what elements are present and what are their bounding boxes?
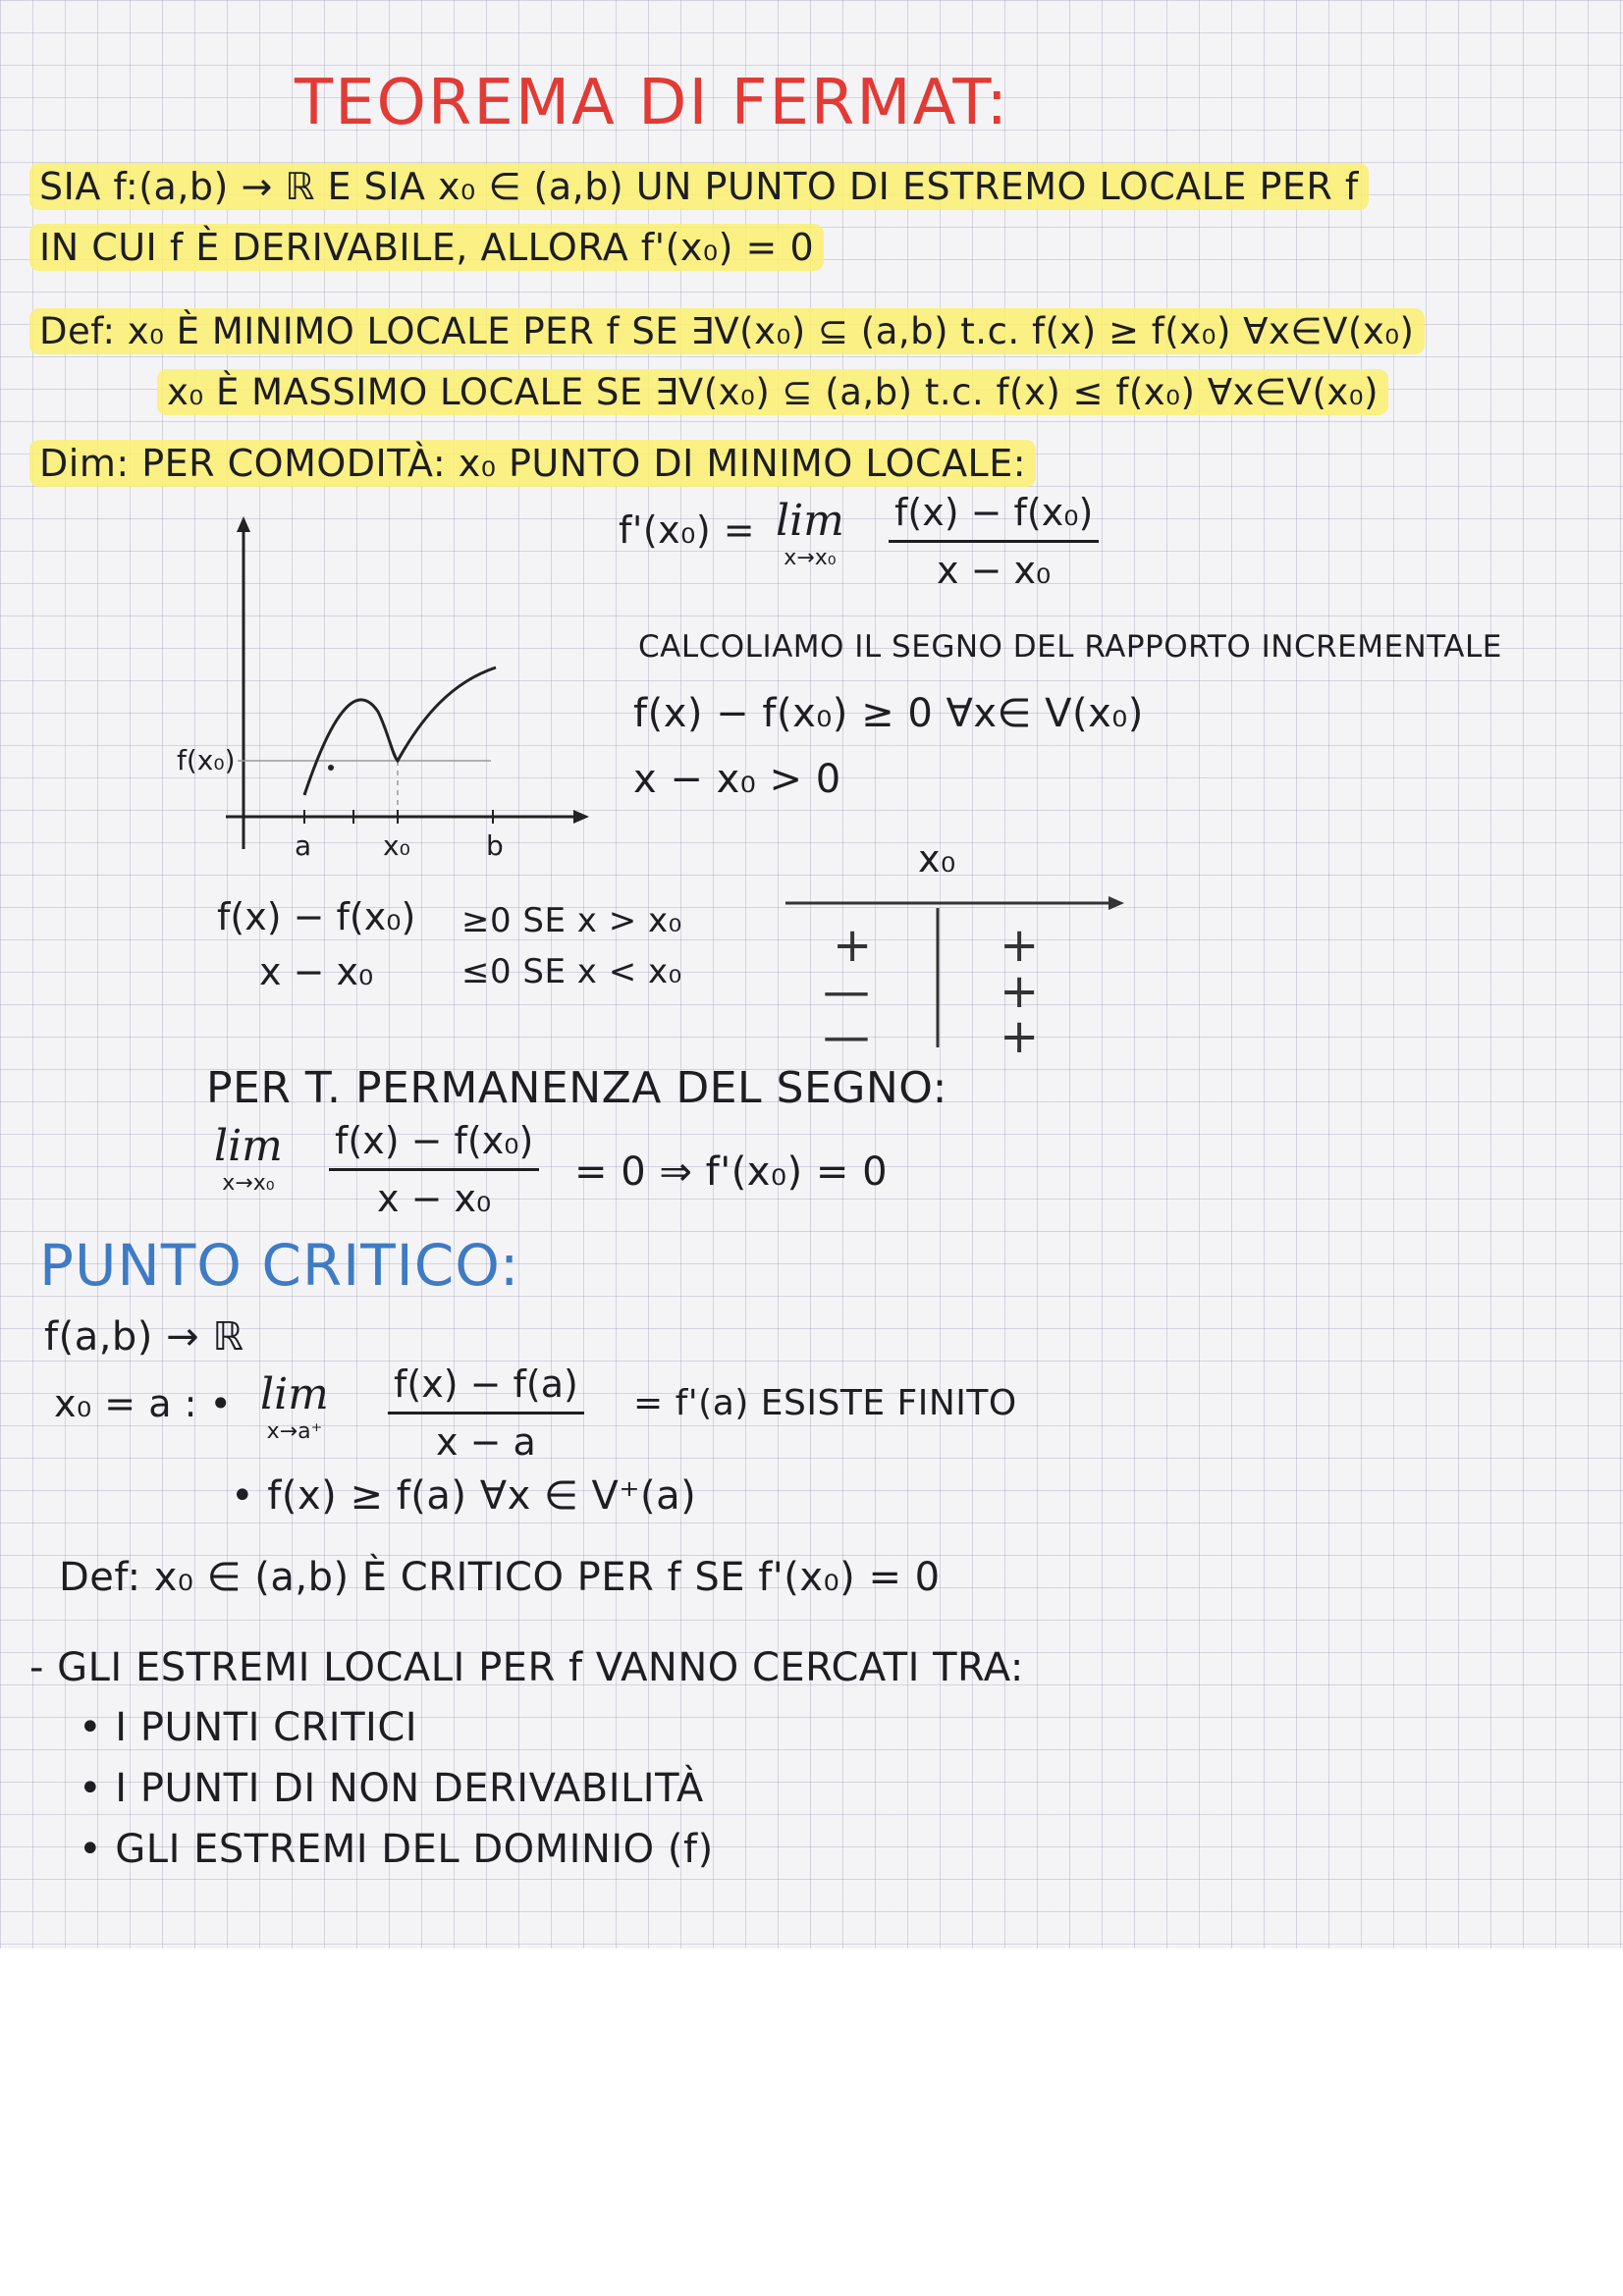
calc-text: CALCOLIAMO IL SEGNO DEL RAPPORTO INCREMENTALE (638, 629, 1502, 665)
final-fraction: $\frac{\text{f(x) − f(x₀)}}{\text{x − x₀}}$ (329, 1119, 539, 1220)
sign-table-header: x₀ (918, 837, 956, 881)
final-limit: lim x→x₀ (214, 1121, 283, 1196)
sign-left-2: — (823, 964, 870, 1019)
graph-tick-b: b (486, 829, 504, 862)
critical-fraction: $\frac{f(x) - f(a)}{x - a}$ (388, 1362, 584, 1464)
sign-left-3: — (823, 1009, 870, 1064)
proof-intro: Dim: PER COMODITÀ: x₀ PUNTO DI MINIMO LOCALE: (29, 444, 1036, 485)
sign-left-1: + (833, 918, 873, 973)
extrema-item-2: • I PUNTI DI NON DERIVABILITÀ (79, 1766, 704, 1811)
extrema-item-1: • I PUNTI CRITICI (79, 1705, 418, 1750)
critical-bullet-2: • f(x) ≥ f(a) ∀x ∈ V⁺(a) (231, 1473, 697, 1519)
critical-exists: = f'(a) ESISTE FINITO (633, 1383, 1017, 1423)
extrema-item-3: • GLI ESTREMI DEL DOMINIO (f) (79, 1827, 714, 1872)
inequality-2: x − x₀ > 0 (633, 757, 841, 802)
local-minimum-graph (177, 510, 599, 874)
x-axis-arrow (573, 810, 589, 824)
page-title: TEOREMA DI FERMAT: (295, 67, 1010, 139)
curve-point (328, 765, 334, 771)
definition-line-1: Def: x₀ È MINIMO LOCALE PER f SE ∃V(x₀) ⊆ (a,b) t.c. f(x) ≥ f(x₀) ∀x∈V(x₀) (29, 312, 1425, 352)
derivative-limit: lim x→x₀ (776, 496, 844, 570)
sign-table-arrow (1109, 896, 1124, 910)
derivative-fraction: $\frac{\text{f(x) − f(x₀)}}{\text{x − x₀}}$ (889, 491, 1099, 592)
theorem-line-2: IN CUI f È DERIVABILE, ALLORA f'(x₀) = 0 (29, 228, 824, 269)
permanence-heading: PER T. PERMANENZA DEL SEGNO: (206, 1063, 947, 1113)
graph-y-label: f(x₀) (177, 744, 236, 776)
graph-tick-x0: x₀ (383, 829, 410, 862)
sign-right-2: + (1000, 964, 1040, 1019)
inequality-1: f(x) − f(x₀) ≥ 0 ∀x∈ V(x₀) (633, 691, 1144, 736)
critical-map: f(a,b) → ℝ (44, 1314, 244, 1360)
y-axis-arrow (237, 516, 250, 532)
ratio-fraction: f(x) − f(x₀) x − x₀ (217, 895, 416, 993)
function-curve (304, 667, 496, 795)
theorem-line-1: SIA f:(a,b) → ℝ E SIA x₀ ∈ (a,b) UN PUNTO DI ESTREMO LOCALE PER f (29, 167, 1369, 208)
definition-line-2: x₀ È MASSIMO LOCALE SE ∃V(x₀) ⊆ (a,b) t.c. f(x) ≤ f(x₀) ∀x∈V(x₀) (157, 373, 1388, 413)
critical-definition: Def: x₀ ∈ (a,b) È CRITICO PER f SE f'(x₀) = 0 (59, 1555, 941, 1600)
critical-point-title: PUNTO CRITICO: (39, 1232, 520, 1299)
derivative-lhs: f'(x₀) = (619, 508, 756, 552)
condition-1: ≥0 SE x > x₀ (461, 901, 682, 940)
sign-right-3: + (1000, 1009, 1040, 1064)
condition-2: ≤0 SE x < x₀ (461, 952, 682, 991)
graph-tick-a: a (295, 829, 312, 862)
critical-x0a: x₀ = a : • (54, 1382, 233, 1425)
sign-right-1: + (1000, 918, 1040, 973)
final-result: = 0 ⇒ f'(x₀) = 0 (574, 1149, 889, 1195)
critical-limit: lim x→a⁺ (260, 1369, 329, 1444)
extrema-search: - GLI ESTREMI LOCALI PER f VANNO CERCATI TRA: (29, 1645, 1024, 1690)
